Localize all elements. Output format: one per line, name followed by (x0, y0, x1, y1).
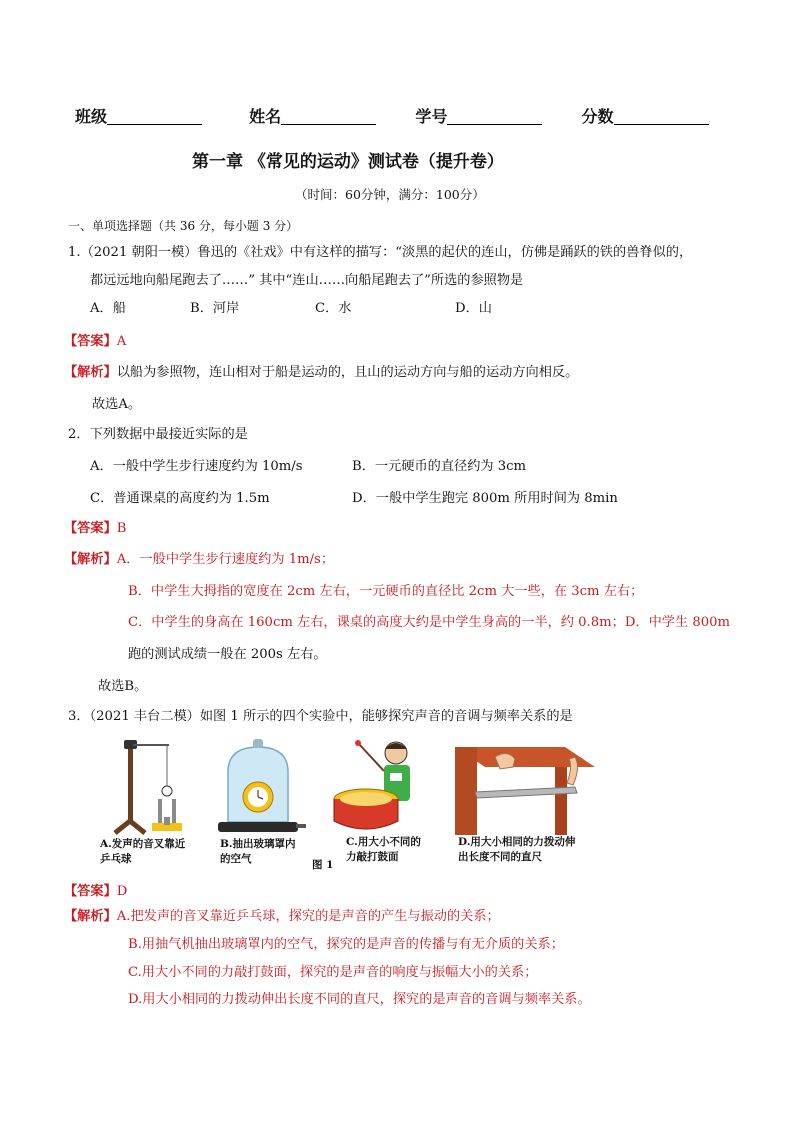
tuning-fork-illustration (105, 737, 205, 837)
analysis-line-a: A.把发声的音叉靠近乒乓球，探究的是声音的产生与振动的关系； (116, 909, 500, 924)
caption-d: D.用大小相同的力拨动伸出长度不同的直尺 (458, 836, 576, 863)
analysis-tag: 【解析】 (64, 552, 117, 567)
q2-option-a: A．一般中学生步行速度约为 10m/s (90, 459, 303, 474)
header-fields (75, 104, 709, 127)
q2-answer (64, 517, 126, 536)
q3-stem: 3．（2021 丰台二模）如图 1 所示的四个实验中，能够探究声音的音调与频率关系的是 (68, 709, 573, 724)
drum-illustration (328, 737, 438, 837)
q3-figure (100, 737, 600, 872)
q2-analysis-line-c: C．中学生的身高在 160cm 左右，课桌的高度大约是中学生身高的一半，约 0.8m；D．中学生 800m (128, 615, 731, 630)
answer-tag: 【答案】 (64, 521, 117, 536)
q1-analysis (64, 361, 578, 380)
q1-conclusion: 故选A。 (92, 397, 142, 412)
q1-option-c: C．水 (315, 301, 352, 316)
answer-value: B (116, 521, 127, 536)
q2-stem: 2．下列数据中最接近实际的是 (68, 427, 248, 442)
class-label: 班级 (75, 107, 108, 126)
q1-option-b: B．河岸 (190, 301, 240, 316)
analysis-tag: 【解析】 (64, 365, 117, 380)
q2-analysis-line-b: B．中学生大拇指的宽度在 2cm 左右，一元硬币的直径比 2cm 大一些，在 3cm 左右； (128, 584, 644, 599)
q3-analysis-line-b: B.用抽气机抽出玻璃罩内的空气，探究的是声音的传播与有无介质的关系； (128, 937, 564, 952)
q2-option-d: D．一般中学生跑完 800m 所用时间为 8min (352, 491, 618, 506)
analysis-text: 以船为参照物，连山相对于船是运动的，且山的运动方向与船的运动方向相反。 (116, 365, 579, 380)
figure-label: 图 1 (312, 859, 334, 871)
q3-analysis-line-c: C.用大小不同的力敲打鼓面，探究的是声音的响度与振幅大小的关系； (128, 965, 538, 980)
analysis-tag: 【解析】 (64, 909, 117, 924)
q2-option-b: B．一元硬币的直径约为 3cm (352, 459, 527, 474)
q2-option-c: C．普通课桌的高度约为 1.5m (90, 491, 270, 506)
q3-analysis-line-d: D.用大小相同的力拨动伸出长度不同的直尺，探究的是声音的音调与频率关系。 (128, 992, 591, 1007)
score-label: 分数 (581, 107, 614, 126)
q2-conclusion: 故选B。 (98, 679, 148, 694)
q3-analysis (64, 905, 500, 924)
caption-c: C.用大小不同的力敲打鼓面 (346, 836, 421, 863)
q1-stem-line2: 都远远地向船尾跑去了……” 其中“连山……向船尾跑去了”所选的参照物是 (90, 273, 524, 288)
q1-option-d: D．山 (455, 301, 492, 316)
class-blank[interactable] (107, 108, 202, 125)
name-label: 姓名 (249, 107, 282, 126)
q1-answer (64, 330, 126, 349)
answer-tag: 【答案】 (64, 884, 117, 899)
id-label: 学号 (415, 107, 448, 126)
answer-value: D (116, 884, 128, 899)
q3-answer (64, 880, 127, 899)
name-blank[interactable] (281, 108, 376, 125)
bell-jar-illustration (208, 737, 308, 837)
score-blank[interactable] (614, 108, 709, 125)
id-blank[interactable] (447, 108, 542, 125)
section-heading: 一、单项选择题（共 36 分，每小题 3 分） (68, 219, 299, 233)
analysis-line-a: A．一般中学生步行速度约为 1m/s； (116, 552, 335, 567)
caption-a: A.发声的音叉靠近乒乓球 (100, 838, 186, 865)
ruler-illustration (455, 737, 595, 837)
q2-analysis-line-d: 跑的测试成绩一般在 200s 左右。 (128, 647, 327, 662)
page-subtitle: （时间：60分钟，满分：100分） (295, 187, 485, 202)
q1-stem-line1: 1.（2021 朝阳一模）鲁迅的《社戏》中有这样的描写：“淡黑的起伏的连山，仿佛是踊跃的铁的兽脊似的， (68, 245, 693, 260)
q2-analysis (64, 548, 334, 567)
answer-tag: 【答案】 (64, 334, 117, 349)
answer-value: A (116, 334, 127, 349)
page-title: 第一章 《常见的运动》测试卷（提升卷） (192, 152, 504, 172)
caption-b: B.抽出玻璃罩内的空气 (220, 838, 296, 865)
q1-option-a: A．船 (90, 301, 126, 316)
